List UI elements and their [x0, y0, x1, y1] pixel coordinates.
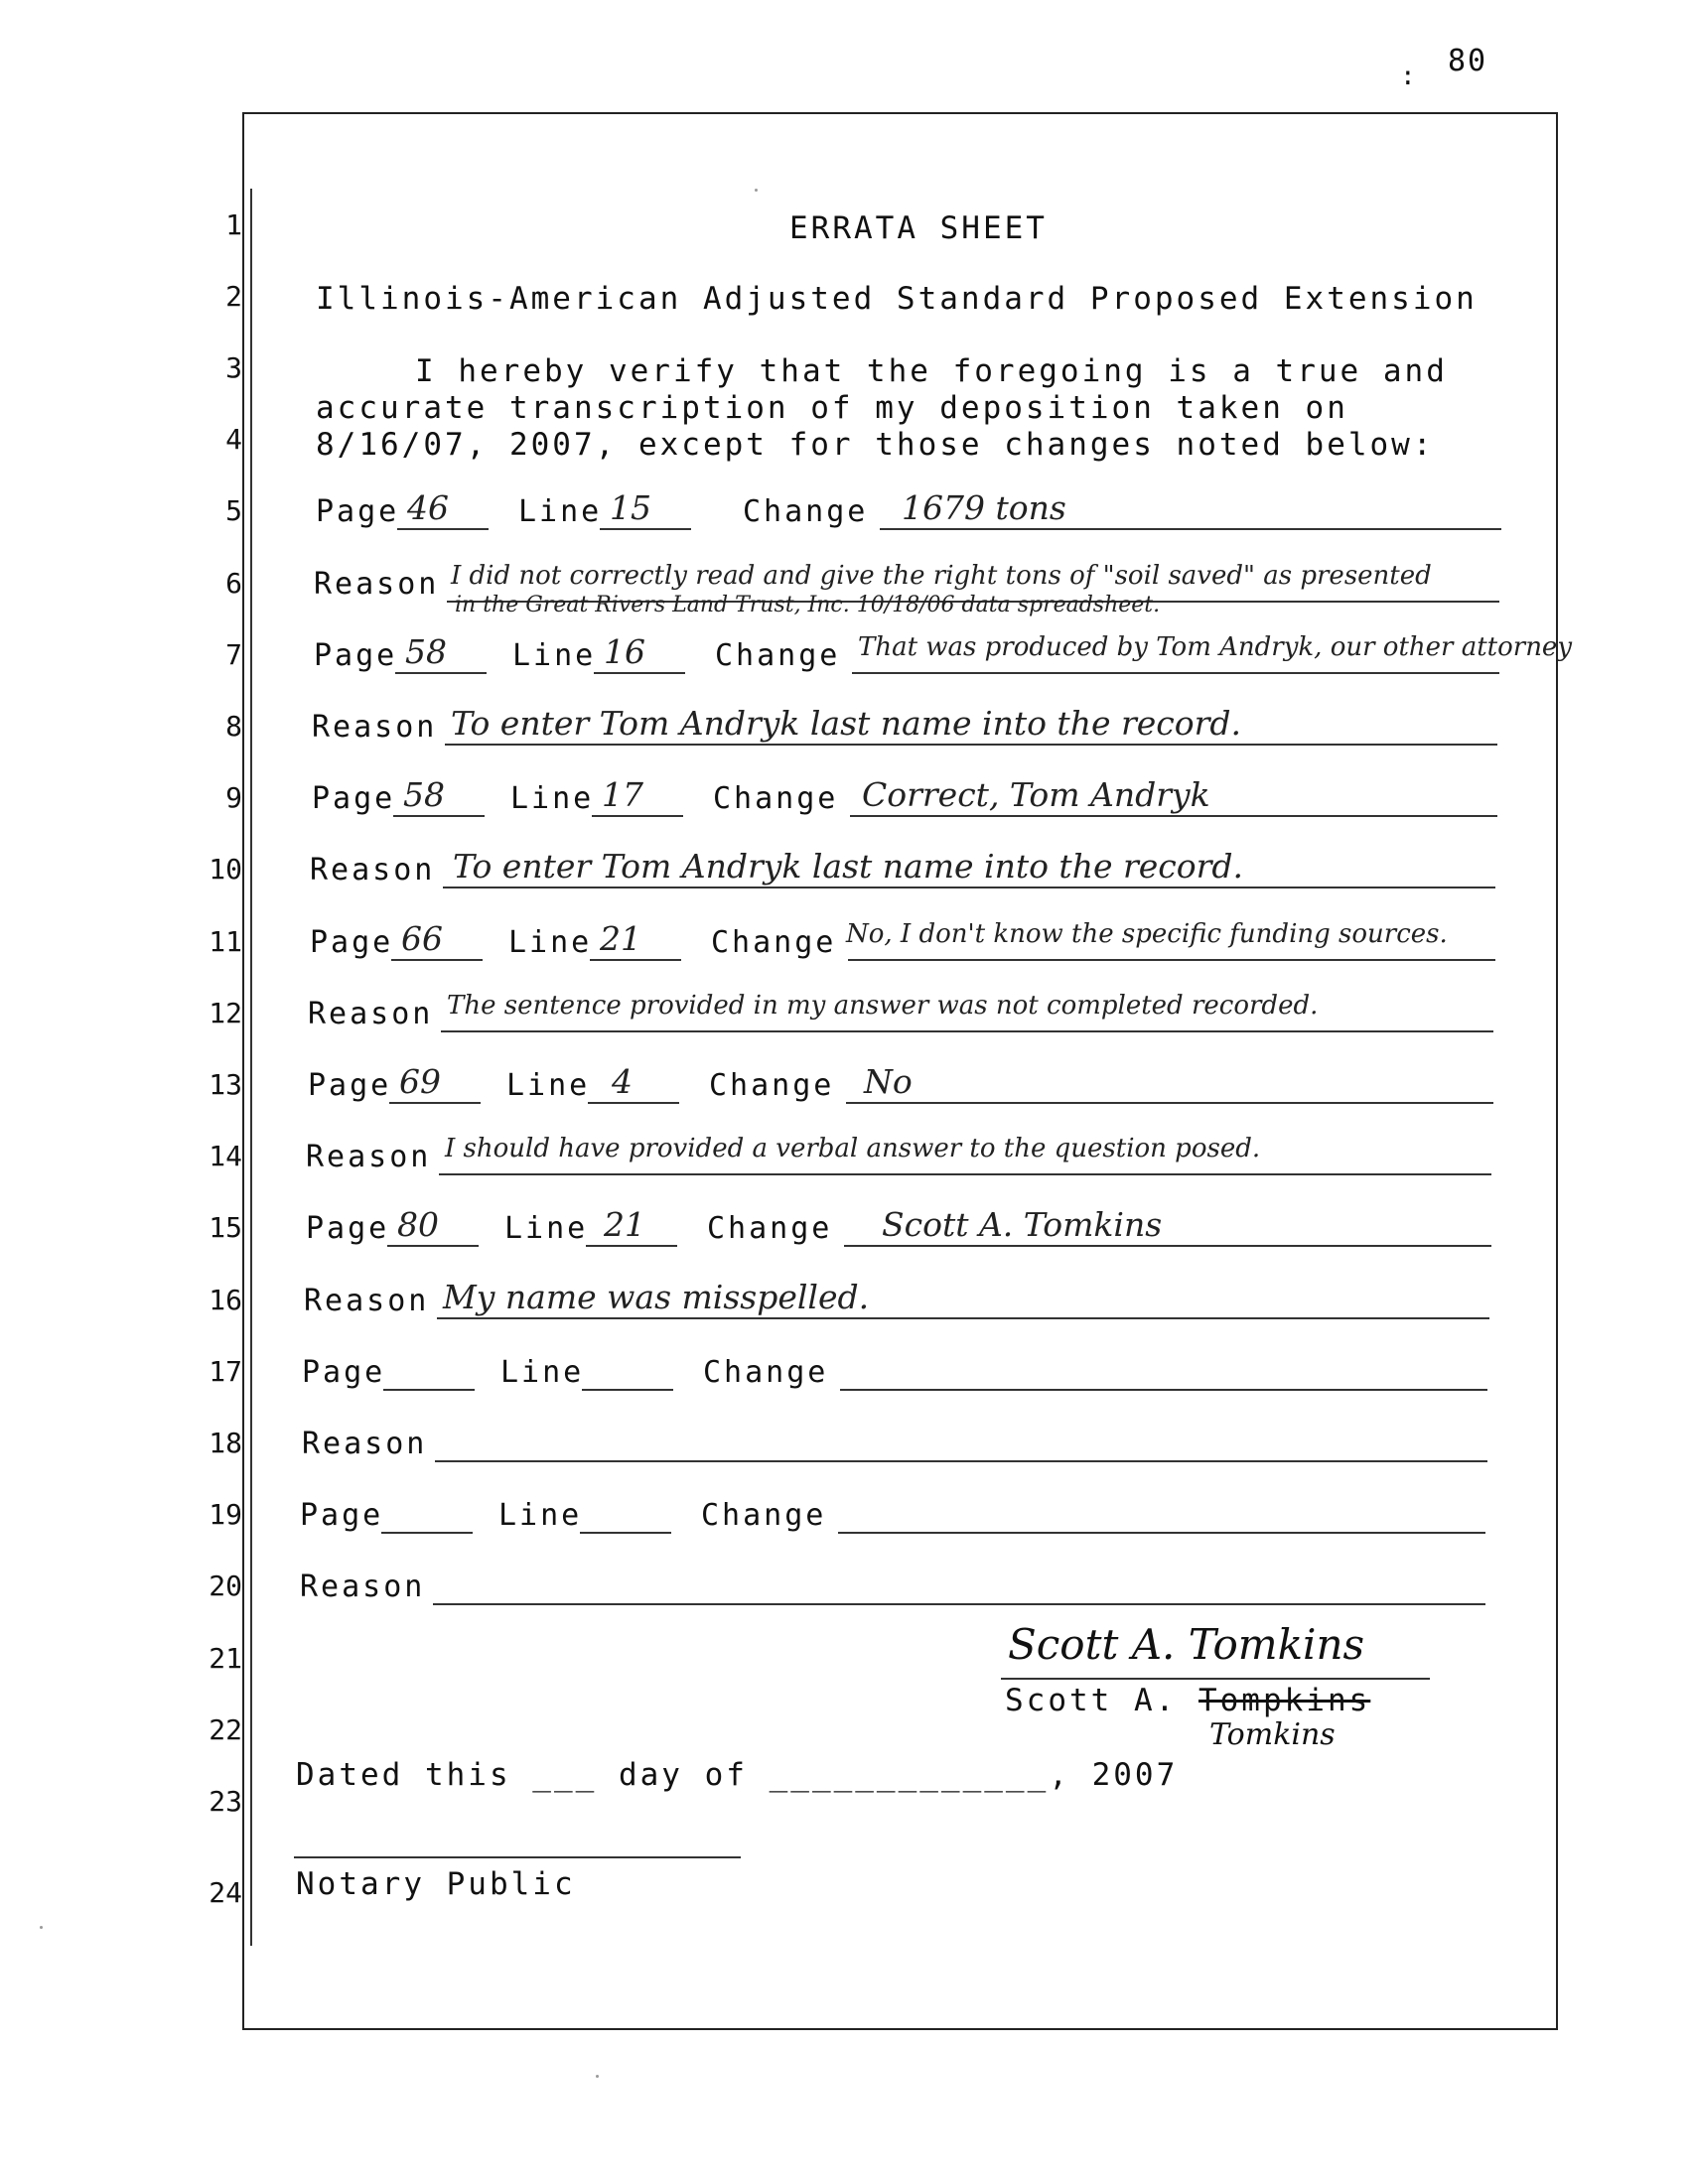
errata-page-row [316, 488, 1503, 534]
line-number: 18 [209, 1427, 242, 1459]
line-number: 6 [225, 567, 242, 600]
line-number: 16 [209, 1284, 242, 1316]
line-number: 11 [209, 925, 242, 958]
reason-value[interactable]: I did not correctly read and give the right tons of "soil saved" as presented [451, 561, 1432, 591]
dated-line: Dated this ___ day of _____________, 2007 [296, 1757, 1179, 1793]
line-label: Line [518, 494, 603, 529]
notary-label: Notary Public [296, 1866, 576, 1902]
scan-speck [40, 1926, 43, 1929]
line-number: 24 [209, 1876, 242, 1909]
page-label: Page [310, 925, 394, 960]
handwritten-signature: Scott A. Tomkins [1008, 1620, 1365, 1669]
page-label: Page [302, 1355, 386, 1390]
reason-label: Reason [308, 997, 434, 1031]
page-label: Page [300, 1498, 384, 1533]
change-value[interactable]: 1679 tons [902, 488, 1066, 527]
errata-reason-row [300, 1570, 1487, 1609]
line-number: 23 [209, 1785, 242, 1818]
line-value[interactable]: 4 [612, 1062, 633, 1101]
change-label: Change [701, 1498, 827, 1533]
line-number: 22 [209, 1713, 242, 1746]
change-label: Change [709, 1068, 835, 1103]
dated-mid: day of [618, 1757, 748, 1793]
change-label: Change [703, 1355, 829, 1390]
line-value[interactable]: 21 [604, 1205, 645, 1244]
line-label: Line [508, 925, 593, 960]
reason-label: Reason [312, 710, 438, 745]
page-value[interactable]: 69 [399, 1062, 441, 1101]
line-value[interactable]: 17 [602, 775, 643, 814]
reason-label: Reason [310, 853, 436, 887]
errata-page-row [312, 775, 1499, 821]
change-label: Change [715, 638, 841, 673]
verification-line-2: accurate transcription of my deposition taken on [316, 390, 1348, 426]
errata-reason-row [302, 1427, 1489, 1466]
change-value[interactable]: Scott A. Tomkins [882, 1205, 1163, 1244]
line-number: 21 [209, 1642, 242, 1675]
signer-first-name: Scott A. [1005, 1683, 1178, 1718]
line-number: 19 [209, 1498, 242, 1531]
margin-mark: : [1400, 62, 1416, 91]
errata-page-row [300, 1498, 1487, 1538]
page-label: Page [316, 494, 400, 529]
line-value[interactable]: 15 [610, 488, 651, 527]
errata-reason-row [306, 1134, 1493, 1179]
line-number: 15 [209, 1211, 242, 1244]
line-label: Line [512, 638, 597, 673]
scan-speck [755, 189, 758, 192]
change-value[interactable]: That was produced by Tom Andryk, our other attorney [858, 632, 1573, 662]
page-value[interactable]: 46 [407, 488, 449, 527]
signer-struck-last-name: Tompkins [1198, 1683, 1371, 1718]
reason-label: Reason [302, 1427, 428, 1461]
scan-speck [596, 2075, 599, 2078]
line-value[interactable]: 16 [604, 632, 645, 671]
line-number: 7 [225, 638, 242, 671]
verification-line-3: 8/16/07, 2007, except for those changes noted below: [316, 427, 1435, 463]
document-subtitle: Illinois-American Adjusted Standard Proposed Extension [316, 281, 1478, 317]
line-number: 8 [225, 710, 242, 743]
change-label: Change [713, 781, 839, 816]
notary-signature-line [294, 1856, 741, 1858]
dated-prefix: Dated this [296, 1757, 511, 1793]
signature-line [1001, 1678, 1430, 1680]
errata-page-row [306, 1205, 1493, 1251]
line-number: 4 [225, 423, 242, 456]
page-label: Page [308, 1068, 392, 1103]
line-number: 10 [209, 853, 242, 886]
change-value[interactable]: Correct, Tom Andryk [862, 775, 1210, 814]
verification-paragraph [316, 353, 1448, 464]
reason-value[interactable]: My name was misspelled. [443, 1278, 870, 1316]
reason-value[interactable]: To enter Tom Andryk last name into the record. [453, 847, 1244, 886]
errata-reason-row [304, 1278, 1491, 1323]
line-number: 12 [209, 997, 242, 1029]
line-number: 2 [225, 280, 242, 313]
page-label: Page [312, 781, 396, 816]
margin-rule [250, 189, 252, 1946]
line-label: Line [500, 1355, 585, 1390]
dated-year: , 2007 [1049, 1757, 1179, 1793]
line-number: 3 [225, 351, 242, 384]
errata-reason-row [310, 847, 1497, 892]
change-label: Change [743, 494, 869, 529]
line-number: 20 [209, 1570, 242, 1602]
signer-name-correction: Tomkins [1209, 1717, 1336, 1752]
errata-page-row [310, 919, 1497, 965]
line-number: 17 [209, 1355, 242, 1388]
errata-page-row [314, 632, 1573, 678]
page-value[interactable]: 58 [405, 632, 447, 671]
line-label: Line [504, 1211, 589, 1246]
line-number: 13 [209, 1068, 242, 1101]
page-label: Page [314, 638, 398, 673]
line-number: 9 [225, 781, 242, 814]
page-value[interactable]: 58 [403, 775, 445, 814]
errata-page-row [302, 1355, 1489, 1395]
reason-value[interactable]: I should have provided a verbal answer to the question posed. [445, 1134, 1261, 1163]
line-label: Line [506, 1068, 591, 1103]
reason-value[interactable]: The sentence provided in my answer was not completed recorded. [447, 991, 1319, 1021]
reason-value[interactable]: To enter Tom Andryk last name into the record. [451, 704, 1242, 743]
line-label: Line [510, 781, 595, 816]
reason-label: Reason [304, 1284, 430, 1318]
change-label: Change [711, 925, 837, 960]
errata-reason-row [308, 991, 1495, 1036]
errata-reason-row [312, 704, 1499, 750]
errata-reason-row [314, 561, 1501, 617]
line-number: 5 [225, 494, 242, 527]
page-number: 80 [1448, 44, 1488, 78]
page-value[interactable]: 66 [401, 919, 443, 958]
signer-name [1005, 1683, 1370, 1718]
change-value[interactable]: No, I don't know the specific funding sources. [846, 919, 1448, 949]
document-title: ERRATA SHEET [789, 210, 1048, 246]
line-number: 1 [225, 208, 242, 241]
reason-label: Reason [306, 1140, 432, 1174]
line-label: Line [498, 1498, 583, 1533]
line-value[interactable]: 21 [600, 919, 641, 958]
errata-page-row [308, 1062, 1495, 1108]
page-label: Page [306, 1211, 390, 1246]
reason-continuation[interactable]: in the Great Rivers Land Trust, Inc. 10/18/06 data spreadsheet. [455, 593, 1161, 617]
change-value[interactable]: No [864, 1062, 913, 1101]
page-value[interactable]: 80 [397, 1205, 439, 1244]
line-number: 14 [209, 1140, 242, 1172]
change-label: Change [707, 1211, 833, 1246]
verification-line-1: I hereby verify that the foregoing is a true and [415, 353, 1448, 389]
reason-label: Reason [314, 567, 440, 602]
reason-label: Reason [300, 1570, 426, 1604]
